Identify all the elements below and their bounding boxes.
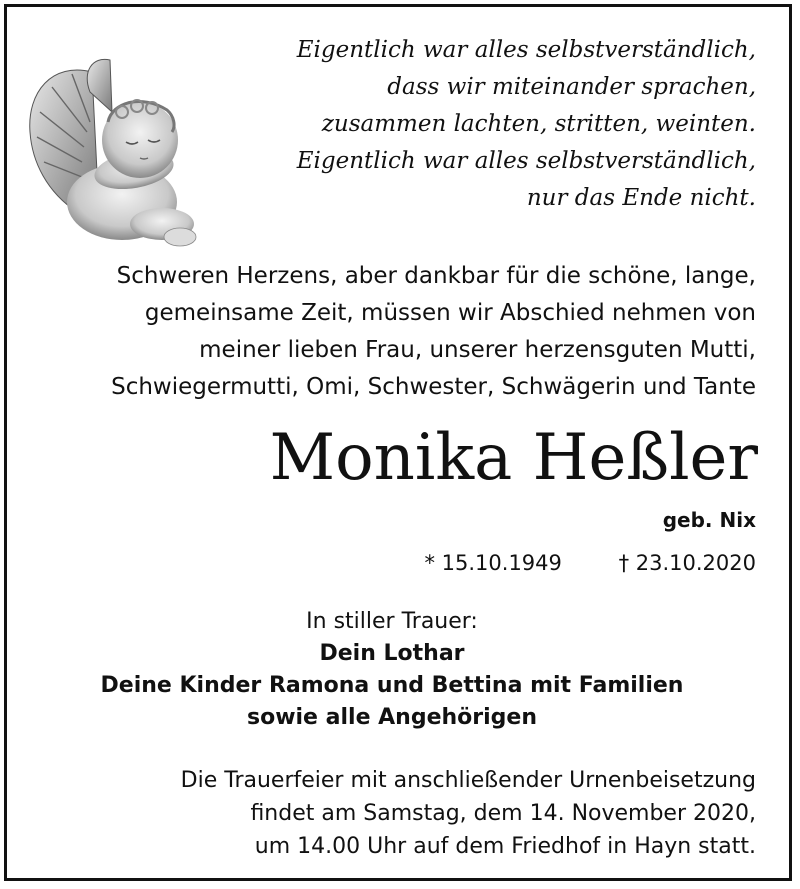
mourner-line: Dein Lothar <box>319 641 465 666</box>
service-line: um 14.00 Uhr auf dem Friedhof in Hayn statt. <box>254 834 756 859</box>
service-line: findet am Samstag, dem 14. November 2020, <box>250 801 756 826</box>
life-dates <box>424 548 756 578</box>
death-date: † 23.10.2020 <box>618 551 756 575</box>
announcement-line: gemeinsame Zeit, müssen wir Abschied nehmen von <box>144 300 756 326</box>
poem-line: zusammen lachten, stritten, weinten. <box>321 111 756 137</box>
poem-line: nur das Ende nicht. <box>526 185 756 211</box>
service-line: Die Trauerfeier mit anschließender Urnenbeisetzung <box>180 768 756 793</box>
announcement-line: Schweren Herzens, aber dankbar für die schöne, lange, <box>116 263 756 289</box>
mourner-line: Deine Kinder Ramona und Bettina mit Familien <box>100 673 684 698</box>
poem <box>196 32 756 217</box>
mourner-line: sowie alle Angehörigen <box>246 705 538 730</box>
birth-date: * 15.10.1949 <box>424 551 562 575</box>
maiden-name: geb. Nix <box>662 508 756 532</box>
sleeping-cherub-angel-icon <box>22 52 204 252</box>
poem-line: Eigentlich war alles selbstverständlich, <box>296 148 756 174</box>
poem-line: dass wir miteinander sprachen, <box>387 74 756 100</box>
mourners-block <box>0 606 784 734</box>
mourners-heading: In stiller Trauer: <box>306 609 478 634</box>
poem-line: Eigentlich war alles selbstverständlich, <box>296 37 756 63</box>
announcement-text <box>16 258 756 406</box>
announcement-line: meiner lieben Frau, unserer herzensguten Mutti, <box>199 337 756 363</box>
deceased-name: Monika Heßler <box>269 421 758 495</box>
funeral-service-info <box>16 764 756 863</box>
announcement-line: Schwiegermutti, Omi, Schwester, Schwägerin und Tante <box>111 374 756 400</box>
